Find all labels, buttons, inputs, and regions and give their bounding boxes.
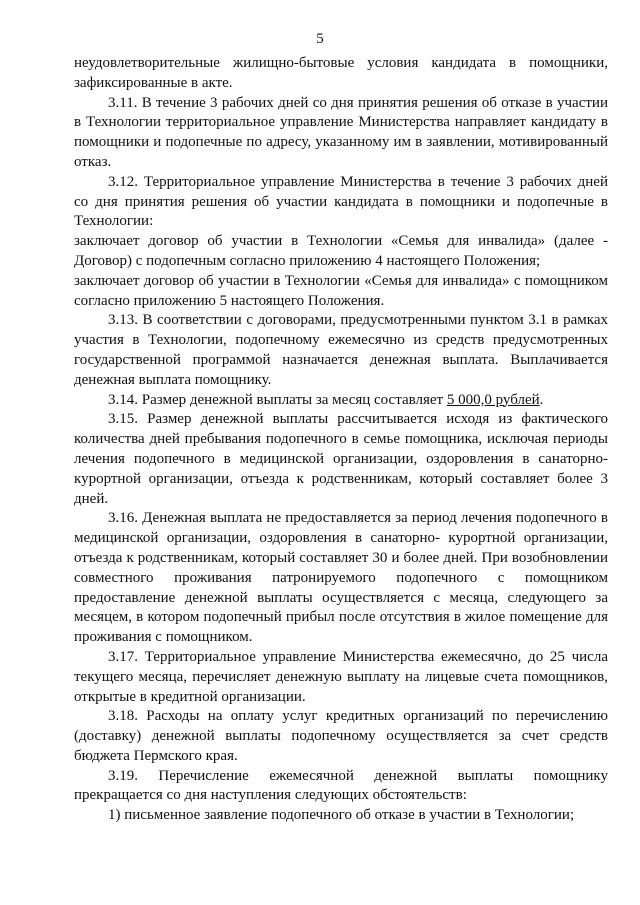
payment-amount: 5 000,0 рублей: [446, 391, 540, 408]
paragraph-3-11: 3.11. В течение 3 рабочих дней со дня принятия решения об отказе в участии в Технологии территориальное управление Министерства направляет кандидату в помощники и подопечные по адресу, указанному им в заявлении, мотивированный отказ.: [74, 94, 608, 170]
paragraph-3-17: 3.17. Территориальное управление Министерства ежемесячно, до 25 числа текущего месяца, перечисляет денежную выплату на лицевые счета помощников, открытые в кредитной организации.: [74, 648, 608, 705]
paragraph-3-12-item-1: заключает договор об участии в Технологии «Семья для инвалида» (далее - Договор) с подопечным согласно приложению 4 настоящего Положения;: [74, 233, 608, 269]
paragraph-3-16: 3.16. Денежная выплата не предоставляется за период лечения подопечного в медицинской организации, оздоровления в санаторно- курортной организации, отъезда к родственникам, который составляет 30 и более дней. При возобновлении совместного проживания патронируемого подопечного с помощником предоставление денежной выплаты осуществляется с месяца, следующего за месяцем, в котором подопечный прибыл после отсутствия в жилое помещение для проживания с помощником.: [74, 510, 608, 646]
paragraph-3-14-text: 3.14. Размер денежной выплаты за месяц составляет: [108, 391, 447, 408]
paragraph-3-14: [74, 391, 608, 411]
paragraph-3-14-end: .: [539, 391, 544, 408]
paragraph-continuation: неудовлетворительные жилищно-бытовые условия кандидата в помощники, зафиксированные в акте.: [74, 55, 608, 91]
paragraph-3-12: 3.12. Территориальное управление Министерства в течение 3 рабочих дней со дня принятия решения об участии кандидата в помощники и подопечные в Технологии:: [74, 173, 608, 230]
document-body: [74, 54, 608, 826]
paragraph-3-12-item-2: заключает договор об участии в Технологии «Семья для инвалида» с помощником согласно приложению 5 настоящего Положения.: [74, 272, 608, 309]
paragraph-3-13: 3.13. В соответствии с договорами, предусмотренными пунктом 3.1 в рамках участия в Технологии, подопечному ежемесячно из средств предусмотренных государственной программой назначается денежная выплата. Выплачивается денежная выплата помощнику.: [74, 312, 608, 388]
paragraph-3-18: 3.18. Расходы на оплату услуг кредитных организаций по перечислению (доставку) денежной выплаты подопечному осуществляется за счет средств бюджета Пермского края.: [74, 708, 608, 764]
paragraph-3-19: 3.19. Перечисление ежемесячной денежной выплаты помощнику прекращается со дня наступления следующих обстоятельств:: [74, 767, 608, 804]
paragraph-3-15: 3.15. Размер денежной выплаты рассчитывается исходя из фактического количества дней пребывания подопечного в семье помощника, исключая периоды лечения подопечного в медицинской организации, оздоровления в санаторно-курортной организации, отъезда к родственникам, который составляет более 3 дней.: [74, 411, 608, 507]
page-number: 5: [316, 31, 324, 47]
paragraph-3-19-item-1: 1) письменное заявление подопечного об отказе в участии в Технологии;: [108, 807, 575, 824]
